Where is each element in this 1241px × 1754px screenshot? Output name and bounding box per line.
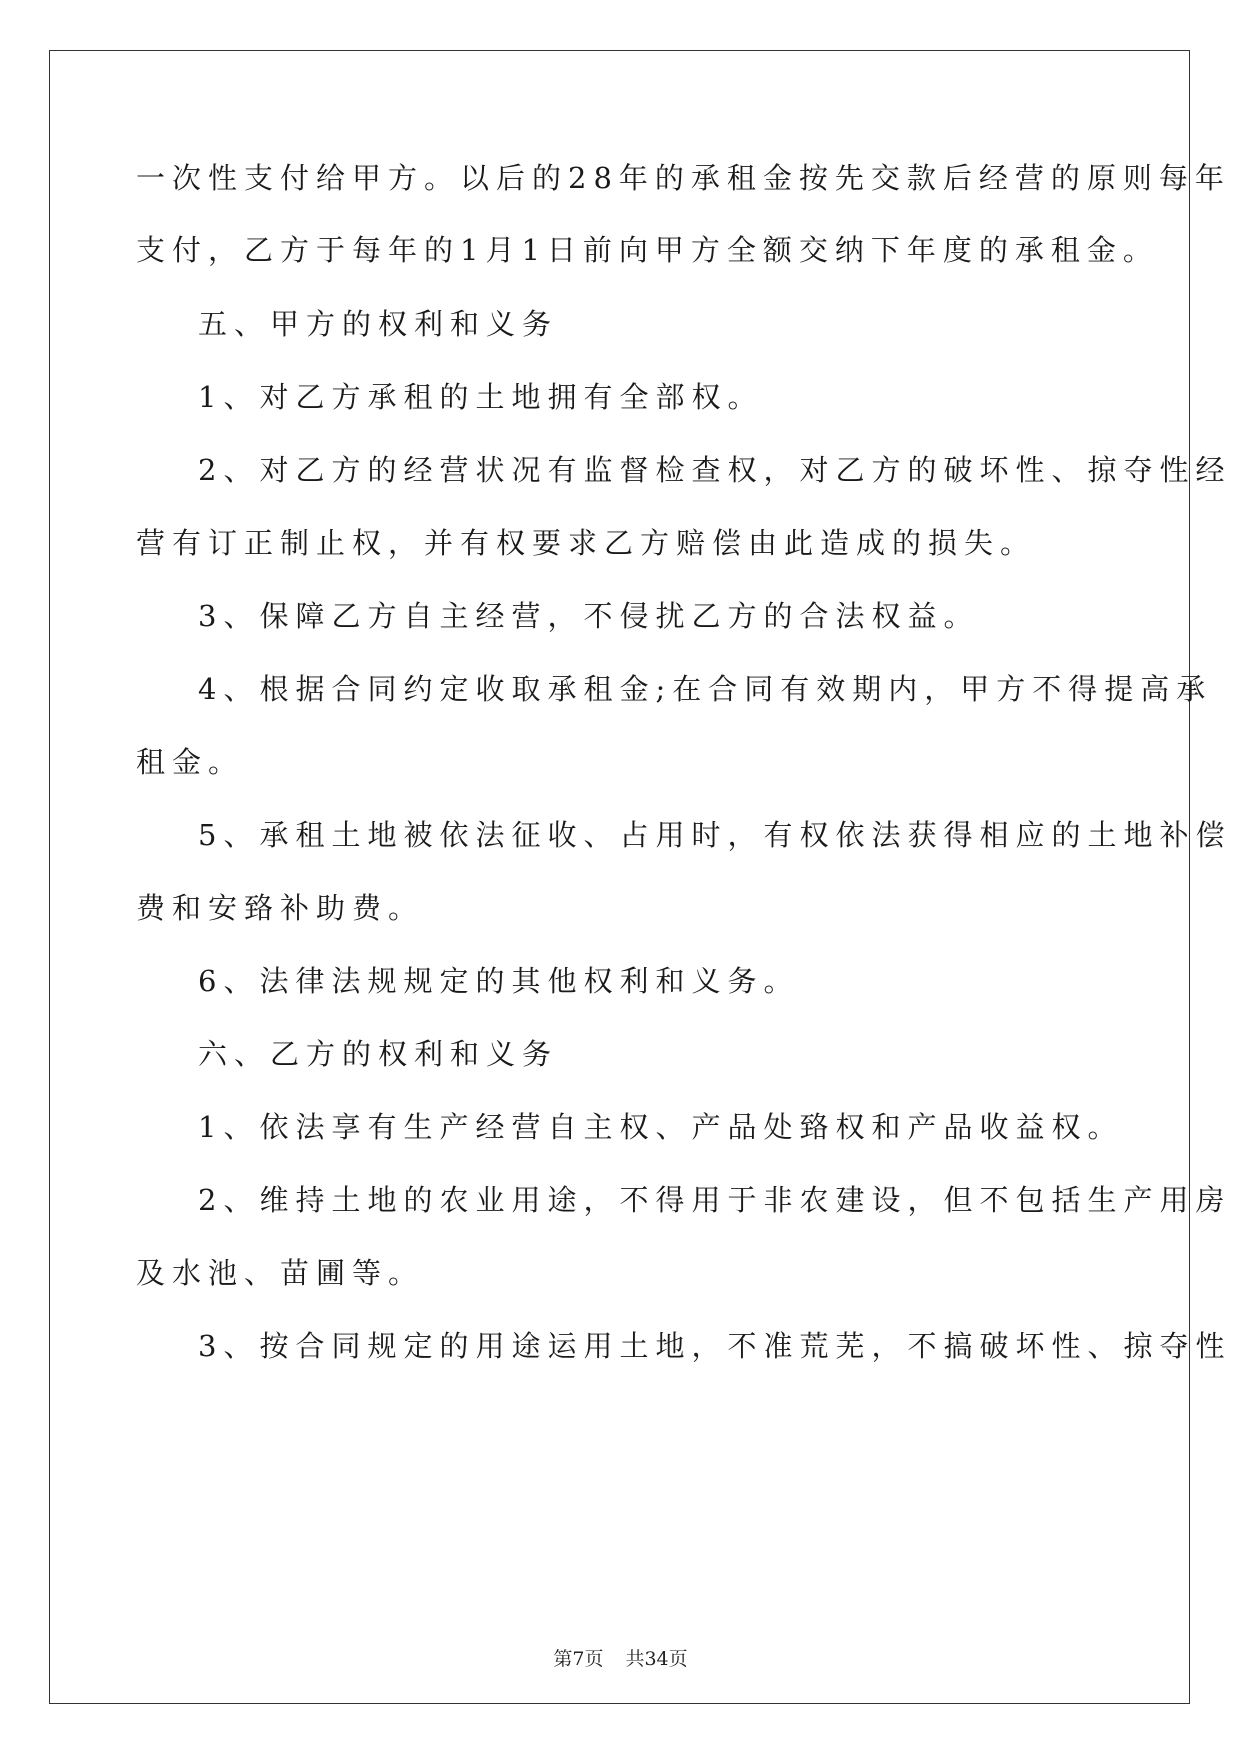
text-line: 2、维持土地的农业用途，不得用于非农建设，但不包括生产用房	[198, 1183, 1232, 1217]
text-line: 租金。	[136, 745, 245, 779]
text-line: 费和安臵补助费。	[136, 891, 425, 925]
page-number-current: 第7页	[553, 1648, 604, 1670]
text-line: 3、按合同规定的用途运用土地，不准荒芜，不搞破坏性、掠夺性	[198, 1329, 1232, 1363]
page-border	[49, 50, 1190, 1704]
text-line: 一次性支付给甲方。以后的28年的承租金按先交款后经营的原则每年	[136, 161, 1231, 195]
page-footer	[0, 1648, 1241, 1670]
section-heading: 五、甲方的权利和义务	[198, 307, 559, 341]
text-line: 1、依法享有生产经营自主权、产品处臵权和产品收益权。	[198, 1110, 1124, 1144]
section-heading: 六、乙方的权利和义务	[198, 1037, 559, 1071]
text-line: 1、对乙方承租的土地拥有全部权。	[198, 380, 764, 414]
text-line: 6、法律法规规定的其他权利和义务。	[198, 964, 800, 998]
text-line: 4、根据合同约定收取承租金;在合同有效期内，甲方不得提高承	[198, 672, 1213, 706]
text-line: 3、保障乙方自主经营，不侵扰乙方的合法权益。	[198, 599, 980, 633]
text-line: 及水池、苗圃等。	[136, 1256, 425, 1290]
text-line: 5、承租土地被依法征收、占用时，有权依法获得相应的土地补偿	[198, 818, 1232, 852]
text-line: 支付，乙方于每年的1月1日前向甲方全额交纳下年度的承租金。	[136, 233, 1159, 267]
text-line: 2、对乙方的经营状况有监督检查权，对乙方的破坏性、掠夺性经	[198, 453, 1232, 487]
text-line: 营有订正制止权，并有权要求乙方赔偿由此造成的损失。	[136, 526, 1037, 560]
page-number-total: 共34页	[625, 1648, 688, 1670]
